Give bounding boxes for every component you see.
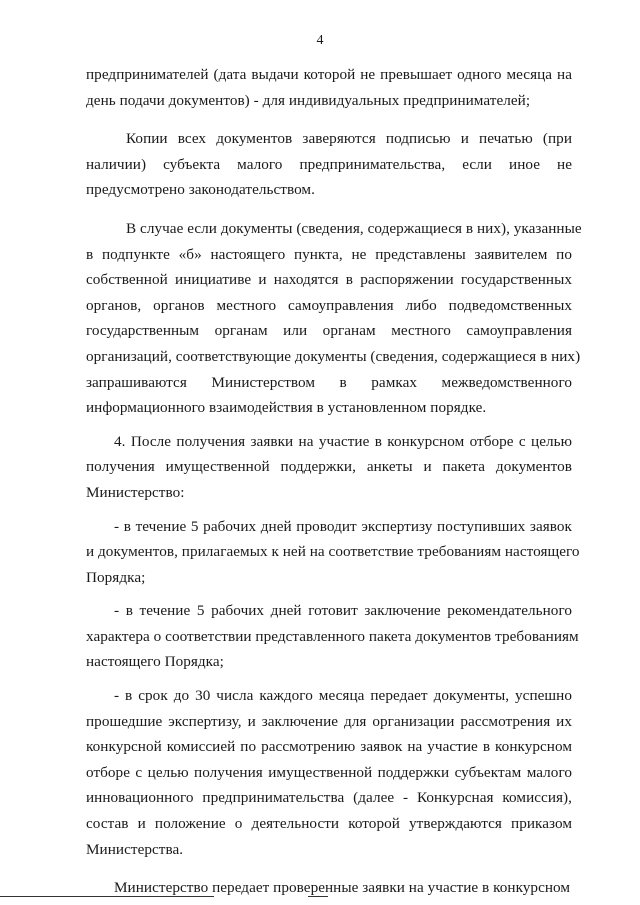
text-line: Министерство: bbox=[86, 483, 185, 501]
text-line: прошедшие экспертизу, и заключение для организации рассмотрения их bbox=[86, 712, 572, 730]
paragraph-document-copies bbox=[86, 126, 572, 203]
text-line: и документов, прилагаемых к ней на соответствие требованиям настоящего bbox=[86, 543, 580, 561]
text-line: В случае если документы (сведения, содержащиеся в них), указанные bbox=[126, 219, 582, 237]
footer-rule bbox=[308, 896, 328, 897]
text-line: характера о соответствии представленного пакета документов требованиям bbox=[86, 627, 579, 645]
text-line: 4. После получения заявки на участие в конкурсном отборе с целью bbox=[114, 432, 572, 450]
document-body bbox=[86, 62, 582, 901]
text-line: государственным органам или органам местного самоуправления bbox=[86, 322, 572, 340]
text-line: - в срок до 30 числа каждого месяца передает документы, успешно bbox=[114, 687, 572, 705]
page-number: 4 bbox=[316, 33, 324, 48]
text-line: организаций, соответствующие документы (сведения, содержащиеся в них) bbox=[86, 347, 581, 365]
paragraph-item-4 bbox=[86, 429, 572, 506]
paragraph-expertise bbox=[86, 514, 580, 591]
text-line: инновационного предпринимательства (далее - Конкурсная комиссия), bbox=[86, 789, 572, 807]
text-line: в подпункте «б» настоящего пункта, не представлены заявителем по bbox=[86, 245, 572, 263]
text-line: предпринимателей (дата выдачи которой не превышает одного месяца на bbox=[86, 66, 572, 83]
text-line: запрашиваются Министерством в рамках межведомственного bbox=[86, 373, 572, 391]
text-line: конкурсной комиссией по рассмотрению заявок на участие в конкурсном bbox=[86, 738, 572, 756]
text-line: отборе с целью получения имущественной поддержки субъектам малого bbox=[86, 763, 572, 781]
text-line: - в течение 5 рабочих дней готовит заключение рекомендательного bbox=[114, 602, 572, 620]
text-line: Министерство передает проверенные заявки на участие в конкурсном bbox=[114, 879, 571, 897]
text-line: информационного взаимодействия в установленном порядке. bbox=[86, 399, 487, 417]
text-line: Копии всех документов заверяются подписью и печатью (при bbox=[126, 130, 572, 148]
text-line: наличии) субъекта малого предпринимательства, если иное не bbox=[86, 155, 572, 173]
text-line: предусмотрено законодательством. bbox=[86, 181, 315, 199]
paragraph-conclusion bbox=[86, 598, 579, 675]
paragraph-transfer-documents bbox=[86, 683, 572, 862]
text-line: день подачи документов) - для индивидуальных предпринимателей; bbox=[86, 91, 531, 109]
text-line: Министерства. bbox=[86, 840, 184, 858]
paragraph-interagency-request bbox=[86, 216, 582, 421]
paragraph-entrepreneur-statement bbox=[86, 62, 572, 113]
text-line: настоящего Порядка; bbox=[86, 653, 224, 671]
footer-rule bbox=[0, 896, 214, 897]
text-line: органов, органов местного самоуправления либо подведомственных bbox=[86, 296, 572, 314]
text-line: Порядка; bbox=[86, 568, 146, 586]
text-line: получения имущественной поддержки, анкеты и пакета документов bbox=[86, 458, 572, 476]
text-line: собственной инициативе и находятся в распоряжении государственных bbox=[86, 271, 572, 289]
text-line: состав и положение о деятельности которой утверждаются приказом bbox=[86, 815, 572, 833]
text-line: - в течение 5 рабочих дней проводит экспертизу поступивших заявок bbox=[114, 517, 572, 535]
